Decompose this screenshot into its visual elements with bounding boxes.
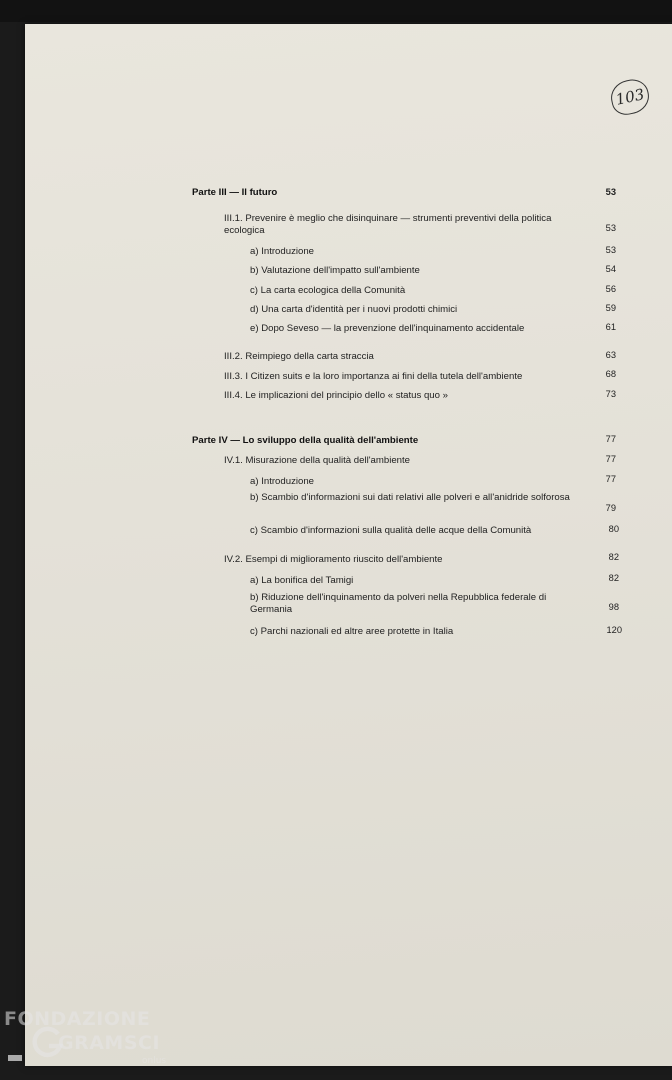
toc-page-number: 98 <box>608 602 619 612</box>
scanner-top-edge <box>0 0 672 22</box>
toc-section: III.1. Prevenire è meglio che disinquinare — strumenti preventivi della politica ecologica <box>224 213 552 236</box>
watermark-line1: FONDAZIONE <box>4 1008 151 1030</box>
toc-section: III.3. I Citizen suits e la loro importanza ai fini della tutela dell'ambiente <box>224 371 523 382</box>
scanner-tab <box>8 1055 22 1061</box>
toc-subsection: b) Scambio d'informazioni sui dati relativi alle polveri e all'anidride solforosa <box>250 492 570 503</box>
toc-section: IV.1. Misurazione della qualità dell'ambiente <box>224 455 411 466</box>
handwritten-page-number: 103 <box>608 76 652 117</box>
toc-part-heading: Parte III — Il futuro <box>192 187 278 198</box>
toc-subsection: c) Scambio d'informazioni sulla qualità delle acque della Comunità <box>250 525 532 536</box>
toc-subsection: c) La carta ecologica della Comunità <box>250 285 406 296</box>
toc-subsection: a) Introduzione <box>250 246 314 257</box>
toc-page-number: 77 <box>605 454 616 464</box>
toc-section: III.4. Le implicazioni del principio dello « status quo » <box>224 390 448 401</box>
toc-part-heading: Parte IV — Lo sviluppo della qualità dell'ambiente <box>192 435 419 446</box>
toc-page-number: 59 <box>605 303 616 313</box>
toc-subsection: a) Introduzione <box>250 476 314 487</box>
toc-page-number: 77 <box>605 434 616 444</box>
toc-page-number: 53 <box>605 187 616 197</box>
toc-subsection: c) Parchi nazionali ed altre aree protette in Italia <box>250 626 454 637</box>
toc-section: III.2. Reimpiego della carta straccia <box>224 351 374 362</box>
toc-page-number: 73 <box>605 389 616 399</box>
watermark-line2: GRAMSCI <box>58 1032 161 1054</box>
toc-subsection: d) Una carta d'identità per i nuovi prodotti chimici <box>250 304 458 315</box>
toc-page-number: 77 <box>605 474 616 484</box>
toc-page-number: 82 <box>608 552 619 562</box>
toc-page-number: 68 <box>605 369 616 379</box>
watermark-line3: onlus <box>142 1056 167 1066</box>
toc-page-number: 53 <box>605 245 616 255</box>
toc-subsection: a) La bonifica del Tamigi <box>250 575 354 586</box>
toc-page-number: 120 <box>606 625 622 635</box>
toc-page-number: 54 <box>605 264 616 274</box>
toc-page-number: 63 <box>605 350 616 360</box>
toc-page-number: 82 <box>608 573 619 583</box>
toc-subsection: b) Valutazione dell'impatto sull'ambiente <box>250 265 420 276</box>
fondazione-gramsci-watermark <box>4 1008 174 1074</box>
toc-page-number: 56 <box>605 284 616 294</box>
toc-page-number: 79 <box>605 503 616 513</box>
toc-subsection: b) Riduzione dell'inquinamento da polveri nella Repubblica federale di Germania <box>250 592 547 615</box>
toc-page-number: 61 <box>605 322 616 332</box>
document-page <box>25 24 672 1066</box>
toc-subsection: e) Dopo Seveso — la prevenzione dell'inquinamento accidentale <box>250 323 525 334</box>
toc-page-number: 80 <box>608 524 619 534</box>
toc-section: IV.2. Esempi di miglioramento riuscito dell'ambiente <box>224 554 443 565</box>
toc-page-number: 53 <box>605 223 616 233</box>
